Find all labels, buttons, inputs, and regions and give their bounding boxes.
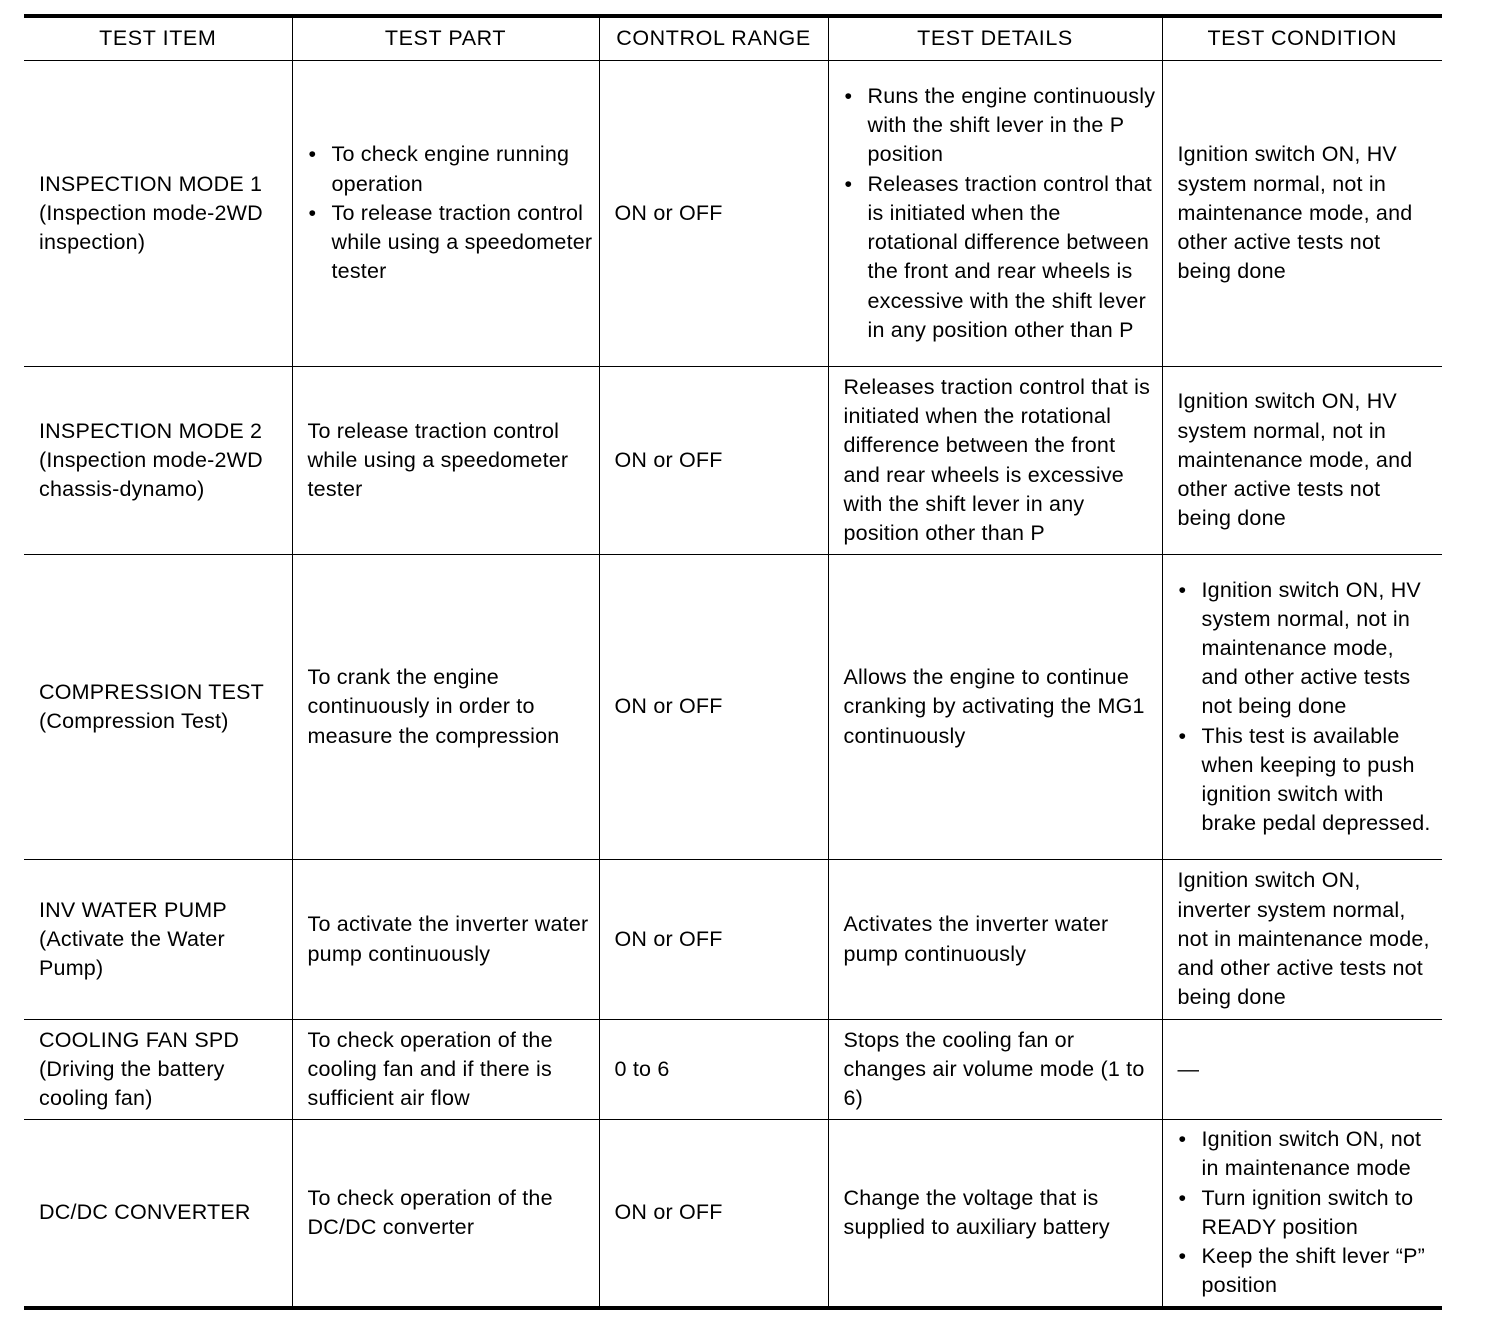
table-header [24, 16, 1442, 61]
header-control-range: CONTROL RANGE [599, 16, 828, 61]
test-condition-cell: Ignition switch ON, HV system normal, not in maintenance mode, and other active tests not being done [1162, 367, 1442, 555]
test-item-cell [24, 367, 292, 555]
test-item-cell: DC/DC CONVERTER [24, 1120, 292, 1308]
test-condition-cell [1162, 1120, 1442, 1308]
list-item: • To release traction control while using a speedometer tester [308, 199, 593, 287]
table-row [24, 367, 1442, 555]
test-condition-list [1178, 1125, 1437, 1300]
table-row [24, 1020, 1442, 1120]
header-test-details: TEST DETAILS [828, 16, 1162, 61]
test-item-name: COOLING FAN SPD [39, 1027, 240, 1052]
test-item-name: COMPRESSION TEST [39, 679, 265, 704]
test-item-subtitle: (Compression Test) [39, 709, 229, 733]
test-details-list [844, 82, 1156, 345]
test-item-cell [24, 1020, 292, 1120]
test-part-cell: To activate the inverter water pump continuously [292, 860, 599, 1020]
test-item-subtitle: (Driving the battery cooling fan) [39, 1056, 225, 1111]
test-condition-cell: Ignition switch ON, HV system normal, not in maintenance mode, and other active tests not being done [1162, 61, 1442, 367]
test-condition-cell: — [1162, 1020, 1442, 1120]
test-part-list [308, 140, 593, 286]
test-part-cell [292, 61, 599, 367]
list-item: • Releases traction control that is initiated when the rotational difference between the front and rear wheels is excessive with the shift lever in any position other than P [844, 170, 1156, 345]
test-item-subtitle: (Activate the Water Pump) [39, 926, 225, 981]
control-range-cell: ON or OFF [599, 367, 828, 555]
test-item-cell [24, 860, 292, 1020]
control-range-cell: ON or OFF [599, 860, 828, 1020]
list-item: • Keep the shift lever “P” position [1178, 1242, 1437, 1300]
test-item-name: INV WATER PUMP [39, 897, 227, 922]
header-row [24, 16, 1442, 61]
active-test-table [24, 14, 1442, 1310]
test-item-subtitle: (Inspection mode-2WD inspection) [39, 200, 263, 255]
control-range-cell: 0 to 6 [599, 1020, 828, 1120]
test-condition-cell: Ignition switch ON, inverter system normal, not in maintenance mode, and other active tests not being done [1162, 860, 1442, 1020]
header-test-item: TEST ITEM [24, 16, 292, 61]
test-condition-list [1178, 576, 1437, 839]
control-range-cell: ON or OFF [599, 61, 828, 367]
list-item: • This test is available when keeping to push ignition switch with brake pedal depressed. [1178, 722, 1437, 839]
test-details-cell: Activates the inverter water pump continuously [828, 860, 1162, 1020]
test-details-cell: Allows the engine to continue cranking by activating the MG1 continuously [828, 555, 1162, 860]
test-item-cell [24, 555, 292, 860]
test-item-cell [24, 61, 292, 367]
control-range-cell: ON or OFF [599, 1120, 828, 1308]
test-details-cell: Stops the cooling fan or changes air volume mode (1 to 6) [828, 1020, 1162, 1120]
header-test-part: TEST PART [292, 16, 599, 61]
test-details-cell [828, 61, 1162, 367]
list-item: • Ignition switch ON, HV system normal, not in maintenance mode, and other active tests not being done [1178, 576, 1437, 722]
test-item-name: INSPECTION MODE 1 [39, 171, 263, 196]
table-row [24, 555, 1442, 860]
test-details-cell: Releases traction control that is initiated when the rotational difference between the front and rear wheels is excessive with the shift lever in any position other than P [828, 367, 1162, 555]
table-row [24, 61, 1442, 367]
test-details-cell: Change the voltage that is supplied to auxiliary battery [828, 1120, 1162, 1308]
test-part-cell: To check operation of the cooling fan and if there is sufficient air flow [292, 1020, 599, 1120]
list-item: • Runs the engine continuously with the shift lever in the P position [844, 82, 1156, 170]
control-range-cell: ON or OFF [599, 555, 828, 860]
test-item-subtitle: (Inspection mode-2WD chassis-dynamo) [39, 447, 263, 502]
test-part-cell: To release traction control while using a speedometer tester [292, 367, 599, 555]
table-body [24, 61, 1442, 1308]
list-item: • Ignition switch ON, not in maintenance mode [1178, 1125, 1437, 1183]
test-part-cell: To check operation of the DC/DC converter [292, 1120, 599, 1308]
test-item-name: INSPECTION MODE 2 [39, 418, 263, 443]
list-item: • To check engine running operation [308, 140, 593, 198]
table-row [24, 860, 1442, 1020]
table-row [24, 1120, 1442, 1308]
list-item: • Turn ignition switch to READY position [1178, 1184, 1437, 1242]
test-condition-cell [1162, 555, 1442, 860]
header-test-condition: TEST CONDITION [1162, 16, 1442, 61]
test-part-cell: To crank the engine continuously in order to measure the compression [292, 555, 599, 860]
